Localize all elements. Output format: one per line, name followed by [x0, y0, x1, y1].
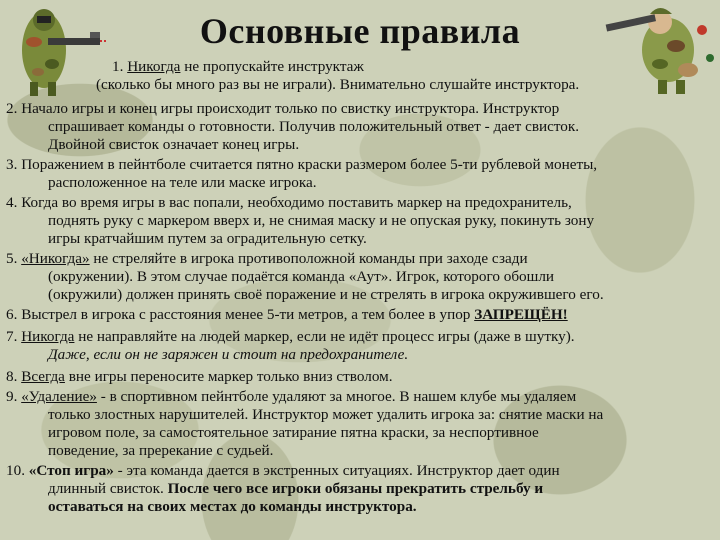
rule-6 — [6, 306, 568, 324]
rule-text: Двойной свисток означает конец игры. — [48, 136, 300, 153]
rule-8 — [6, 368, 393, 386]
rule-text: Когда во время игры в вас попали, необходимо поставить маркер на предохранитель, — [21, 194, 572, 211]
rule-5 — [6, 250, 604, 304]
rule-text: длинный свисток. — [48, 480, 168, 497]
rule-number: 4. — [6, 194, 18, 211]
rule-text: - в спортивном пейнтболе удаляют за многое. В нашем клубе мы удаляем — [96, 388, 577, 405]
rule-emphasis: оставаться на своих местах до команды инструктора. — [48, 498, 417, 515]
rule-number: 6. — [6, 306, 18, 323]
rule-text: поднять руку с маркером вверх и, не снимая маску и не опуская руку, покинуть зону — [48, 212, 595, 229]
rule-text: игровом поле, за самостоятельное затирание пятна краски, за неспортивное — [48, 424, 539, 441]
page-title: Основные правила — [199, 11, 521, 51]
rule-text: игры кратчайшим путем за оградительную сетку. — [48, 230, 367, 247]
rule-text: не пропускайте инструктаж — [180, 58, 364, 75]
rule-number: 8. — [6, 368, 18, 385]
rule-text: (сколько бы много раз вы не играли). Внимательно слушайте инструктора. — [96, 76, 580, 93]
rule-number: 2. — [6, 100, 18, 117]
rule-number: 10. — [6, 462, 25, 479]
rule-text: спрашивает команды о готовности. Получив положительный ответ - дает свисток. — [48, 118, 580, 135]
rule-text: расположенное на теле или маске игрока. — [48, 174, 317, 191]
rule-text: не направляйте на людей маркер, если не идёт процесс игры (даже в шутку). — [74, 328, 575, 345]
rule-text: (окружении). В этом случае подаётся команда «Аут». Игрок, которого обошли — [48, 268, 555, 285]
rule-9 — [6, 388, 603, 460]
rule-2 — [6, 100, 579, 154]
rule-number: 7. — [6, 328, 18, 345]
rule-emphasis: «Удаление» — [21, 388, 97, 405]
rule-text: вне игры переносите маркер только вниз стволом. — [64, 368, 393, 385]
rule-text: поведение, за пререкание с судьей. — [48, 442, 274, 459]
rule-text: Поражением в пейнтболе считается пятно краски размером более 5-ти рублевой монеты, — [21, 156, 598, 173]
rule-7 — [6, 328, 575, 364]
rule-text: (окружили) должен принять своё поражение и не стрелять в игрока окружившего его. — [48, 286, 604, 303]
rule-3 — [6, 156, 597, 192]
rule-emphasis: Всегда — [21, 368, 65, 385]
rule-text: Выстрел в игрока с расстояния менее 5-ти метров, а тем более в упор — [21, 306, 475, 323]
rule-text: только злостных нарушителей. Инструктор может удалить игрока за: снятие маски на — [48, 406, 604, 423]
rule-number: 9. — [6, 388, 18, 405]
rule-1 — [96, 58, 580, 94]
rule-emphasis: «Стоп игра» — [28, 462, 114, 479]
rule-text: - эта команда дается в экстренных ситуациях. Инструктор дает один — [113, 462, 560, 479]
rule-10 — [6, 462, 560, 516]
rule-text: не стреляйте в игрока противоположной команды при заходе сзади — [89, 250, 528, 267]
rule-emphasis: Никогда — [21, 328, 75, 345]
rule-4 — [6, 194, 594, 248]
rule-number: 3. — [6, 156, 18, 173]
rule-emphasis: Никогда — [127, 58, 181, 75]
rule-emphasis: ЗАПРЕЩЁН! — [474, 306, 568, 323]
rule-emphasis: После чего все игроки обязаны прекратить стрельбу и — [167, 480, 544, 497]
rule-number: 1. — [112, 58, 124, 75]
rule-number: 5. — [6, 250, 18, 267]
rule-emphasis: «Никогда» — [21, 250, 90, 267]
rule-text: Даже, если он не заряжен и стоит на предохранителе. — [48, 346, 409, 363]
rule-text: Начало игры и конец игры происходит только по свистку инструктора. Инструктор — [21, 100, 560, 117]
